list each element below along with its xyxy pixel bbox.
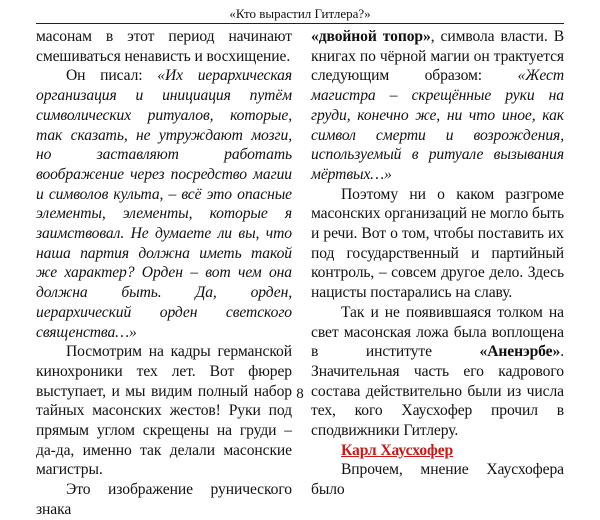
paragraph-text: , символа власти. В книгах по чёрной магии он трактуется следующим образом: <box>311 28 564 85</box>
paragraph-quote <box>36 66 292 342</box>
section-heading: Карл Хаусхофер <box>341 441 454 459</box>
quotation: «Их иерархическая организация и инициация путём символических ритуалов, которые, так сказать, не утруждают мозги, но заставляют работать воображение через посредство магии и символов культа, – всё это опасные элементы, элементы, которые я заимствовал. Не думаете ли вы, что наша партия должна иметь такой же характер? Орден – вот чем она должна быть. Да, орден, иерархический орден светского священства…» <box>36 67 292 341</box>
left-column <box>36 27 292 520</box>
paragraph: Это изображение рунического знака <box>36 481 292 518</box>
paragraph-text: Так и не появившаяся толком на свет масонская ложа была воплощена в институте <box>311 303 564 361</box>
paragraph-lead: Он писал: <box>66 67 158 85</box>
paragraph: Поэтому ни о каком разгроме масонских организаций не могло быть и речи. Вот о том, чтобы поставить их под государственный и партийный контроль, – совсем другое дело. Здесь нацисты постарались на славу. <box>311 185 564 302</box>
paragraph-text: . Значительная часть его кадрового состава действительно были из числа тех, кого Хаусхофер прочил в сподвижники Гитлеру. <box>311 343 564 440</box>
header-rule <box>36 23 564 24</box>
paragraph: масонам в этот период начинают смешиваться ненависть и восхищение. <box>36 28 292 65</box>
quotation: «Жест магистра – скрещённые руки на груди, конечно же, ни что иное, как символ смерти и возрождения, используемый в ритуале вызывания мёртвых…» <box>311 67 564 183</box>
right-column <box>311 27 564 500</box>
running-header: «Кто вырастил Гитлера?» <box>229 6 371 21</box>
paragraph <box>311 27 564 185</box>
bold-term: «двойной топор» <box>311 28 431 45</box>
paragraph: Посмотрим на кадры германской кинохроники тех лет. Вот фюрер выступает, и мы видим полный набор тайных масонских жестов! Руки под прямым углом скрещены на груди – да-да, именно так делали масонские магистры. <box>36 343 292 479</box>
page-number: 8 <box>296 386 304 402</box>
paragraph <box>311 303 564 441</box>
paragraph: Впрочем, мнение Хаусхофера было <box>311 461 564 499</box>
bold-term: «Аненэрбе» <box>479 343 561 361</box>
